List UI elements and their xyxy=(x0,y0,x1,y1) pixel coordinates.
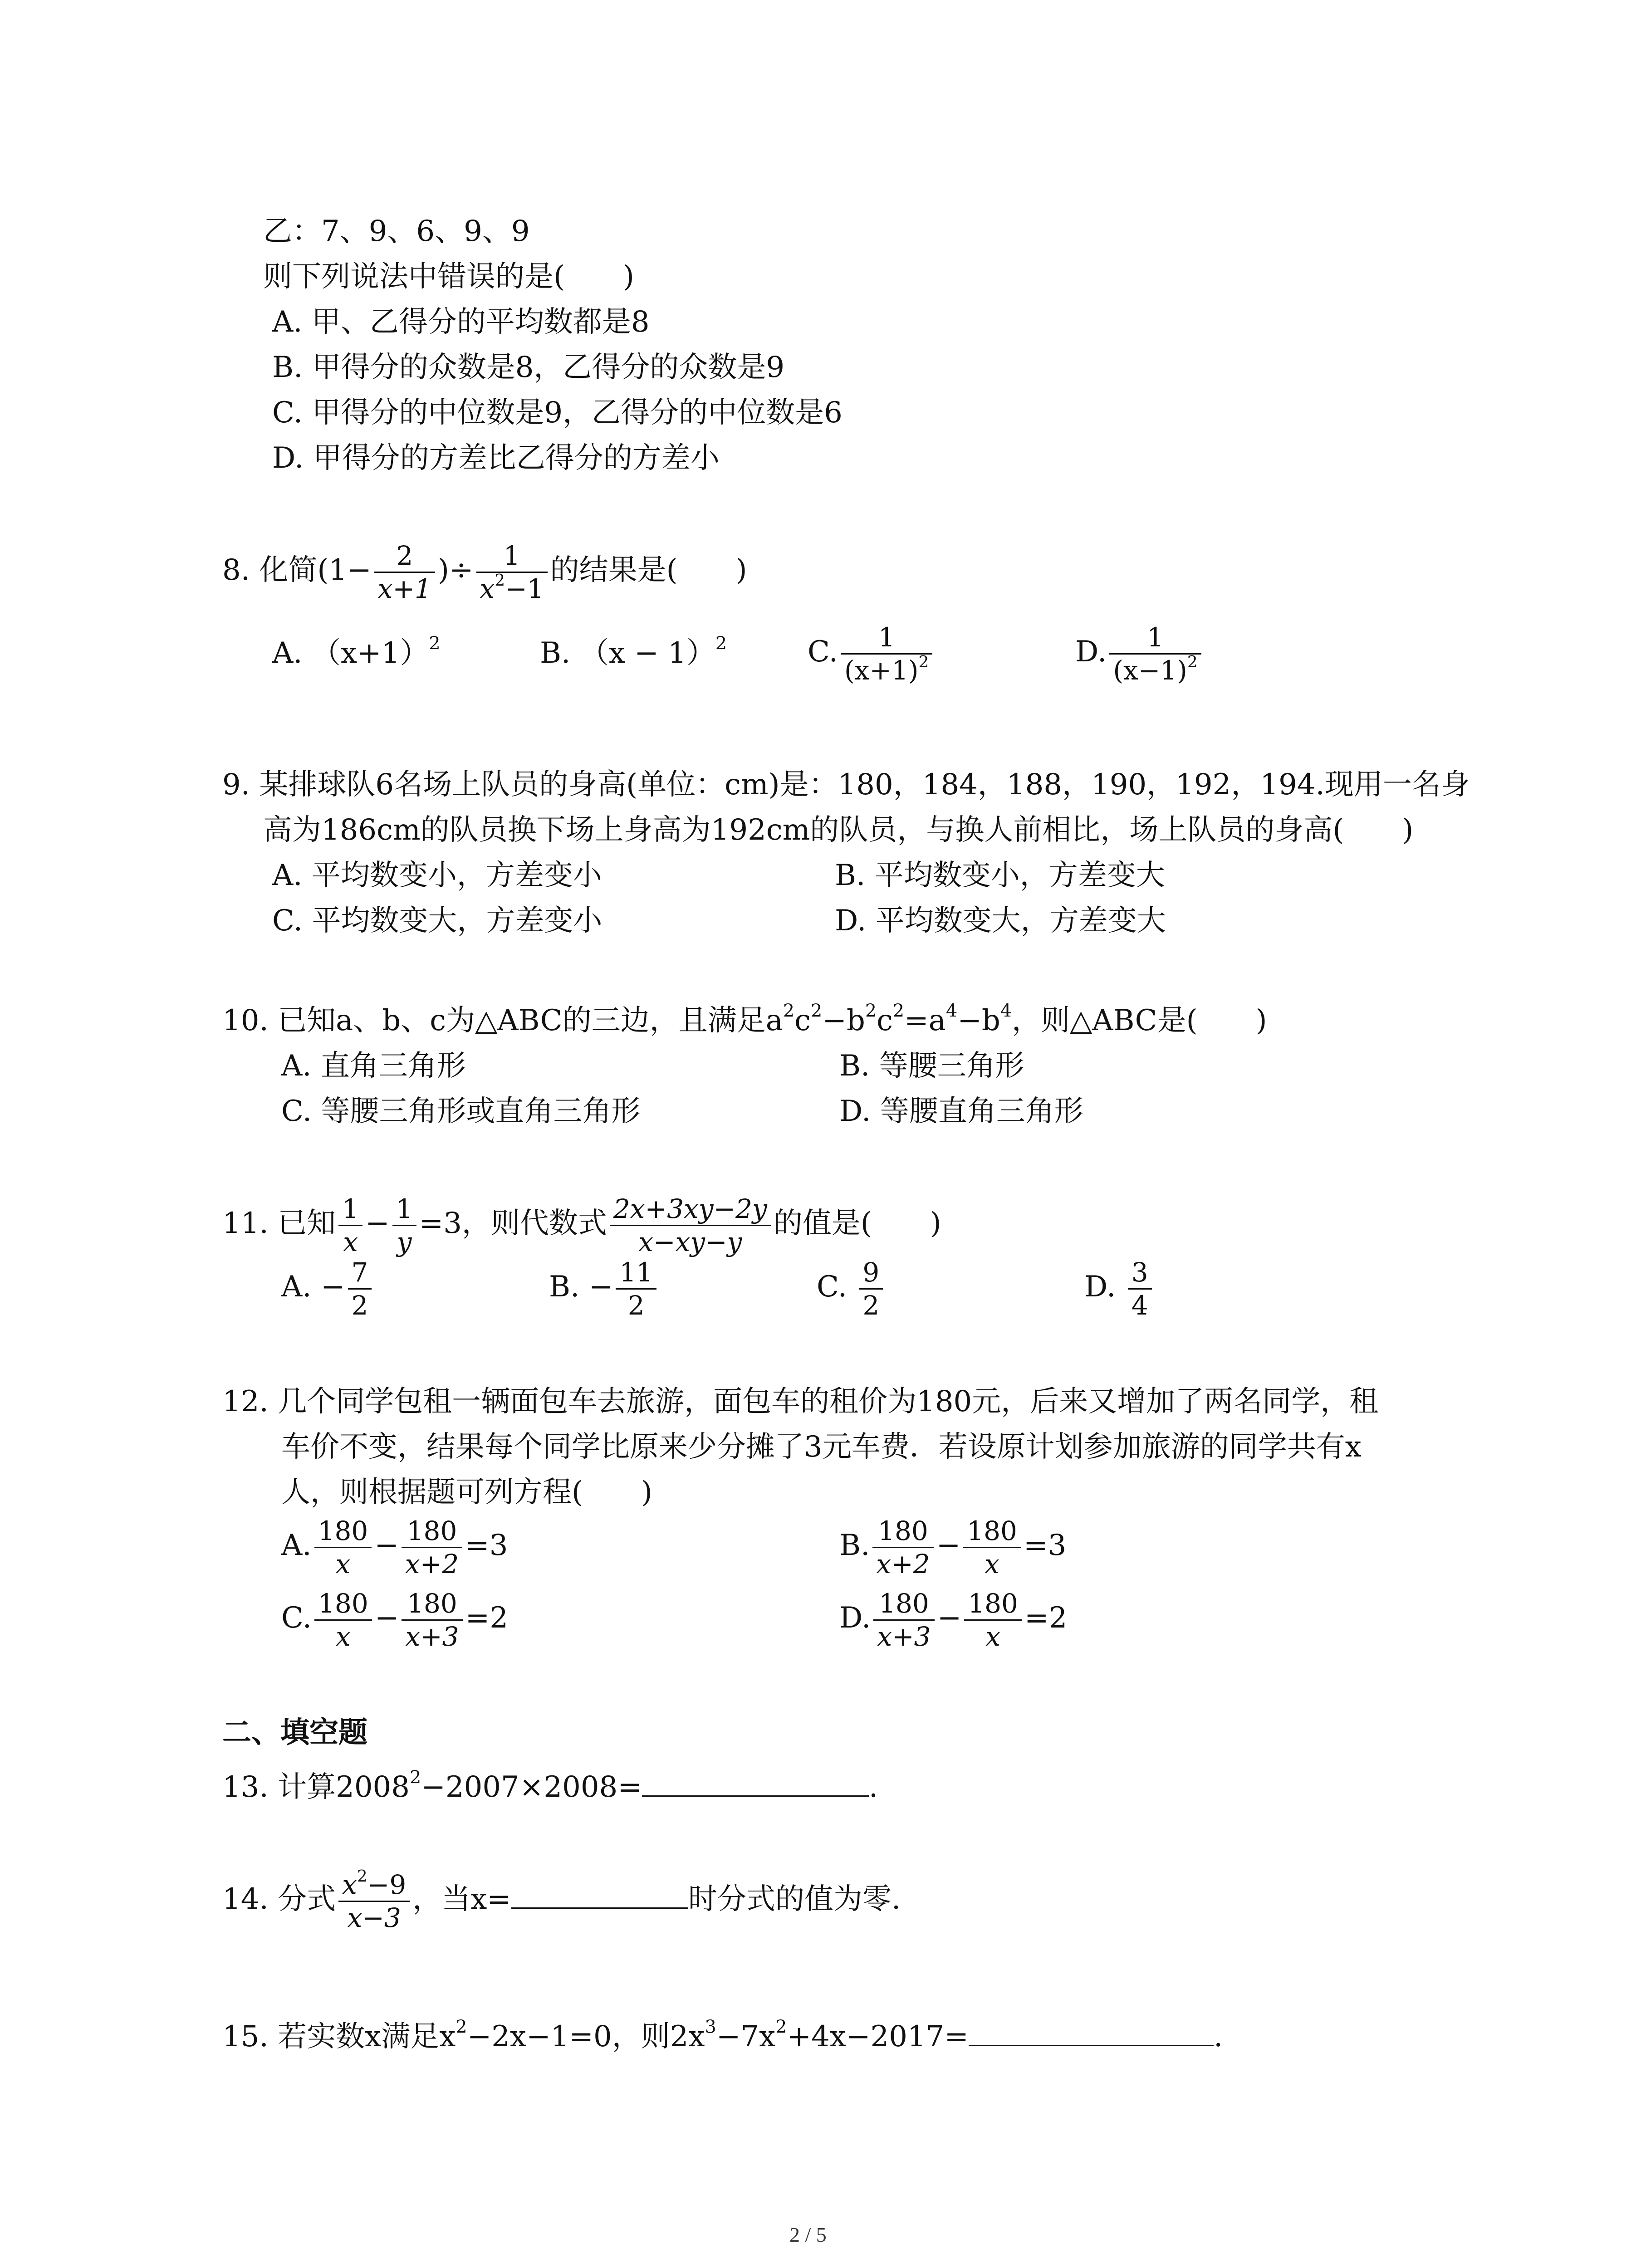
q8-fraction-1: $\frac{2}{x+1}$ xyxy=(374,540,435,605)
q14-fraction: $\frac{x^2-9}{x-3}$ xyxy=(338,1869,410,1934)
q9-option-c: C. 平均数变大，方差变小 xyxy=(272,904,603,938)
q11-option-d-fraction: $\frac{3}{4}$ xyxy=(1128,1256,1152,1321)
q11-stem: 11. 已知 $\frac{1}{x}$ − $\frac{1}{y}$ =3，则代数式 $\frac{2x+3xy-2y}{x-xy-y}$ 的值是( ) xyxy=(222,1193,941,1257)
q10-option-d: D. 等腰直角三角形 xyxy=(839,1095,1083,1128)
q9-line-2: 高为186cm的队员换下场上身高为192cm的队员，与换人前相比，场上队员的身高( ) xyxy=(263,813,1414,847)
q8-option-b: B. $(x - 1)^2$ xyxy=(540,633,727,670)
q11-option-a: A. − $\frac{7}{2}$ xyxy=(281,1256,374,1321)
q12-line-2: 车价不变，结果每个同学比原来少分摊了3元车费．若设原计划参加旅游的同学共有x xyxy=(281,1430,1362,1464)
q7-yi-scores: 乙：7、9、6、9、9 xyxy=(263,215,530,248)
q14-answer-blank[interactable] xyxy=(511,1882,688,1909)
q11-option-c-fraction: $\frac{9}{2}$ xyxy=(859,1256,883,1321)
q11-fraction-3: $\frac{2x+3xy-2y}{x-xy-y}$ xyxy=(610,1193,771,1258)
q10-option-b: B. 等腰三角形 xyxy=(839,1049,1024,1083)
q11-fraction-2: $\frac{1}{y}$ xyxy=(392,1193,416,1258)
q15-stem: 15. 若实数x满足$x^2-2x-1=0$，则$2x^3-7x^2+4x-2017=$ . xyxy=(222,2016,1223,2053)
q11-option-b-fraction: $\frac{11}{2}$ xyxy=(616,1256,656,1321)
q11-option-b: B. − $\frac{11}{2}$ xyxy=(549,1256,659,1321)
q12-b-fraction-2: $\frac{180}{x}$ xyxy=(963,1515,1021,1580)
q8-option-d: D. $\frac{1}{(x-1)^2}$ xyxy=(1075,621,1204,686)
q7-question: 则下列说法中错误的是( ) xyxy=(263,260,634,293)
q8-fraction-2: $\frac{1}{x^2-1}$ xyxy=(476,540,548,605)
q7-option-d: D. 甲得分的方差比乙得分的方差小 xyxy=(272,441,720,475)
q12-line-3: 人，则根据题可列方程( ) xyxy=(281,1476,652,1509)
q8-option-c: C. $\frac{1}{(x+1)^2}$ xyxy=(808,621,935,686)
q12-option-c: C. $\frac{180}{x}$ − $\frac{180}{x+3}$ =2 xyxy=(281,1588,508,1652)
q9-option-d: D. 平均数变大，方差变大 xyxy=(835,904,1166,938)
q11-option-c: C. $\frac{9}{2}$ xyxy=(817,1256,886,1321)
q11-option-d: D. $\frac{3}{4}$ xyxy=(1084,1256,1155,1321)
q12-a-fraction-2: $\frac{180}{x+2}$ xyxy=(402,1515,462,1580)
q12-option-a: A. $\frac{180}{x}$ − $\frac{180}{x+2}$ =3 xyxy=(281,1515,508,1579)
page-number: 2 / 5 xyxy=(789,2223,827,2246)
q8-option-d-fraction: $\frac{1}{(x-1)^2}$ xyxy=(1109,621,1201,686)
q12-d-fraction-2: $\frac{180}{x}$ xyxy=(964,1588,1022,1652)
q10-option-c: C. 等腰三角形或直角三角形 xyxy=(281,1095,641,1128)
q7-option-c: C. 甲得分的中位数是9，乙得分的中位数是6 xyxy=(272,396,843,430)
q9-option-a: A. 平均数变小，方差变小 xyxy=(272,859,602,892)
q8-option-a: A. $(x+1)^2$ xyxy=(272,633,441,670)
q10-option-a: A. 直角三角形 xyxy=(281,1049,466,1083)
q9-option-b: B. 平均数变小，方差变大 xyxy=(835,859,1165,892)
q11-option-a-fraction: $\frac{7}{2}$ xyxy=(348,1256,372,1321)
section-heading-fill-in: 二、填空题 xyxy=(222,1716,367,1750)
q15-answer-blank[interactable] xyxy=(969,2019,1214,2046)
q9-line-1: 9. 某排球队6名场上队员的身高(单位：cm)是：180，184，188，190，192，194.现用一名身 xyxy=(222,768,1470,802)
q14-stem: 14. 分式 $\frac{x^2-9}{x-3}$ ，当x= 时分式的值为零. xyxy=(222,1867,901,1933)
q12-option-d: D. $\frac{180}{x+3}$ − $\frac{180}{x}$ =2 xyxy=(839,1588,1068,1652)
q8-stem: 8. 化简(1− $\frac{2}{x+1}$ )÷ $\frac{1}{x^2-1}$ 的结果是( ) xyxy=(222,540,747,604)
q12-d-fraction-1: $\frac{180}{x+3}$ xyxy=(873,1588,934,1652)
q13-stem: 13. 计算$2008^2-2007\times 2008=$ . xyxy=(222,1767,878,1804)
q8-option-c-fraction: $\frac{1}{(x+1)^2}$ xyxy=(841,621,932,686)
q12-c-fraction-1: $\frac{180}{x}$ xyxy=(314,1588,372,1652)
q12-line-1: 12. 几个同学包租一辆面包车去旅游，面包车的租价为180元，后来又增加了两名同学，租 xyxy=(222,1385,1379,1418)
q10-stem: 10. 已知a、b、c为△ABC的三边，且满足$a^2c^2-b^2c^2=a^4-b^4$，则△ABC是( ) xyxy=(222,1000,1267,1037)
q11-fraction-1: $\frac{1}{x}$ xyxy=(338,1193,362,1258)
q7-option-b: B. 甲得分的众数是8，乙得分的众数是9 xyxy=(272,351,785,384)
q12-c-fraction-2: $\frac{180}{x+3}$ xyxy=(402,1588,462,1652)
q12-a-fraction-1: $\frac{180}{x}$ xyxy=(314,1515,372,1580)
q13-answer-blank[interactable] xyxy=(642,1770,869,1797)
q7-option-a: A. 甲、乙得分的平均数都是8 xyxy=(272,305,650,339)
q12-b-fraction-1: $\frac{180}{x+2}$ xyxy=(872,1515,933,1580)
q12-option-b: B. $\frac{180}{x+2}$ − $\frac{180}{x}$ =3 xyxy=(839,1515,1067,1579)
